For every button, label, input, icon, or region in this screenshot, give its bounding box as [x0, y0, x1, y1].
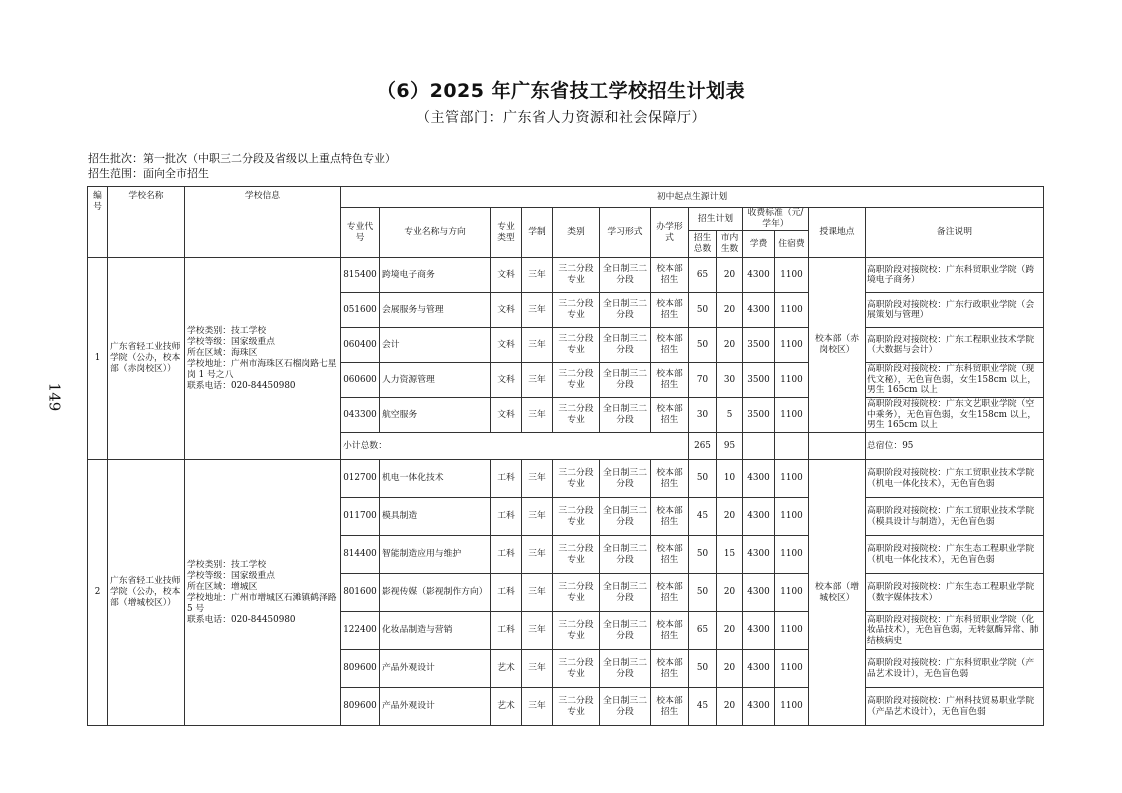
header-major-code: 专业代号: [341, 208, 380, 258]
school-no: 1: [88, 258, 108, 460]
table-row: [88, 258, 1044, 293]
study-form: 全日制三二分段: [600, 293, 651, 328]
run-form: 校本部招生: [651, 460, 689, 498]
major-name: 产品外观设计: [380, 650, 491, 688]
fee-tuition: 4300: [743, 574, 775, 612]
major-type: 文科: [491, 293, 522, 328]
header-major-name: 专业名称与方向: [380, 208, 491, 258]
remark-note: 高职阶段对接院校：广东科贸职业学院（现代文秘），无色盲色弱，女生158cm 以上，男生 165cm 以上: [866, 363, 1044, 398]
fee-dorm: 1100: [775, 498, 809, 536]
major-type: 工科: [491, 536, 522, 574]
run-form: 校本部招生: [651, 612, 689, 650]
major-type: 文科: [491, 363, 522, 398]
major-name: 影视传媒（影视制作方向）: [380, 574, 491, 612]
remark-note: 高职阶段对接院校：广东科贸职业学院（化妆品技术），无色盲色弱，无转氨酶异常、肺结核病史: [866, 612, 1044, 650]
teaching-location: 校本部（赤岗校区）: [809, 258, 866, 433]
quota-total: 50: [689, 460, 717, 498]
school-info: [185, 258, 341, 460]
quota-total: 65: [689, 258, 717, 293]
quota-city: 15: [717, 536, 743, 574]
run-form: 校本部招生: [651, 328, 689, 363]
duration: 三年: [522, 650, 553, 688]
header-quota-city: 市内生数: [717, 231, 743, 258]
fee-dorm: 1100: [775, 328, 809, 363]
category: 三二分段专业: [553, 460, 600, 498]
teaching-location: 校本部（增城校区）: [809, 460, 866, 726]
subtotal-city: 95: [717, 433, 743, 460]
study-form: 全日制三二分段: [600, 688, 651, 726]
duration: 三年: [522, 258, 553, 293]
page-subtitle: （主管部门：广东省人力资源和社会保障厅）: [416, 110, 706, 126]
duration: 三年: [522, 460, 553, 498]
quota-total: 50: [689, 328, 717, 363]
major-code: 122400: [341, 612, 380, 650]
fee-tuition: 4300: [743, 258, 775, 293]
header-category: 类别: [553, 208, 600, 258]
fee-tuition: 4300: [743, 460, 775, 498]
quota-total: 50: [689, 536, 717, 574]
quota-total: 70: [689, 363, 717, 398]
fee-tuition: 4300: [743, 536, 775, 574]
duration: 三年: [522, 363, 553, 398]
fee-tuition: 4300: [743, 688, 775, 726]
table-body: [88, 258, 1044, 726]
subtotal-fee-tuition: [743, 433, 775, 460]
remark-note: 高职阶段对接院校：广东行政职业学院（会展策划与管理）: [866, 293, 1044, 328]
fee-tuition: 3500: [743, 363, 775, 398]
study-form: 全日制三二分段: [600, 258, 651, 293]
run-form: 校本部招生: [651, 688, 689, 726]
major-code: 060400: [341, 328, 380, 363]
fee-dorm: 1100: [775, 398, 809, 433]
subtotal-location: [809, 433, 866, 460]
header-run-form: 办学形式: [651, 208, 689, 258]
header-major-type: 专业类型: [491, 208, 522, 258]
category: 三二分段专业: [553, 328, 600, 363]
quota-city: 20: [717, 688, 743, 726]
major-name: 智能制造应用与维护: [380, 536, 491, 574]
quota-city: 30: [717, 363, 743, 398]
school-info-line: 学校类别：技工学校: [187, 559, 267, 570]
fee-tuition: 4300: [743, 612, 775, 650]
fee-dorm: 1100: [775, 363, 809, 398]
remark-note: 高职阶段对接院校：广东工贸职业技术学院（机电一体化技术），无色盲色弱: [866, 460, 1044, 498]
header-duration: 学制: [522, 208, 553, 258]
school-no: 2: [88, 460, 108, 726]
fee-tuition: 4300: [743, 293, 775, 328]
fee-tuition: 4300: [743, 498, 775, 536]
quota-total: 45: [689, 498, 717, 536]
enrollment-batch: 招生批次：第一批次（中职三二分段及省级以上重点特色专业）: [88, 152, 396, 165]
major-type: 艺术: [491, 688, 522, 726]
study-form: 全日制三二分段: [600, 574, 651, 612]
quota-city: 20: [717, 574, 743, 612]
school-info-line: 学校类别：技工学校: [187, 325, 267, 336]
duration: 三年: [522, 536, 553, 574]
major-name: 会计: [380, 328, 491, 363]
school-info-line: 学校地址：广州市海珠区石榴岗路七星岗 1 号之八: [187, 358, 337, 380]
category: 三二分段专业: [553, 574, 600, 612]
school-info-line: 联系电话：020-84450980: [187, 614, 296, 625]
fee-dorm: 1100: [775, 688, 809, 726]
duration: 三年: [522, 293, 553, 328]
major-name: 机电一体化技术: [380, 460, 491, 498]
header-school-info: 学校信息: [185, 187, 341, 258]
category: 三二分段专业: [553, 650, 600, 688]
major-name: 模具制造: [380, 498, 491, 536]
remark-note: 高职阶段对接院校：广东生态工程职业学院（机电一体化技术），无色盲色弱: [866, 536, 1044, 574]
fee-dorm: 1100: [775, 574, 809, 612]
header-fee-dorm: 住宿费: [775, 231, 809, 258]
quota-city: 20: [717, 612, 743, 650]
page-number: 149: [45, 382, 64, 412]
school-info-line: 所在区域：海珠区: [187, 347, 258, 358]
major-code: 809600: [341, 688, 380, 726]
major-code: 043300: [341, 398, 380, 433]
category: 三二分段专业: [553, 293, 600, 328]
study-form: 全日制三二分段: [600, 612, 651, 650]
quota-city: 20: [717, 293, 743, 328]
run-form: 校本部招生: [651, 293, 689, 328]
major-type: 工科: [491, 574, 522, 612]
fee-dorm: 1100: [775, 460, 809, 498]
subtotal-label: 小计总数：: [341, 433, 689, 460]
major-type: 工科: [491, 612, 522, 650]
remark-note: 高职阶段对接院校：广东科贸职业学院（产品艺术设计），无色盲色弱: [866, 650, 1044, 688]
remark-note: 高职阶段对接院校：广东科贸职业学院（跨境电子商务）: [866, 258, 1044, 293]
quota-city: 20: [717, 650, 743, 688]
school-info-line: 学校等级：国家级重点: [187, 570, 275, 581]
major-name: 会展服务与管理: [380, 293, 491, 328]
header-fee-tuition: 学费: [743, 231, 775, 258]
category: 三二分段专业: [553, 398, 600, 433]
header-quota-group: 招生计划: [689, 208, 743, 231]
major-type: 工科: [491, 498, 522, 536]
fee-dorm: 1100: [775, 258, 809, 293]
quota-city: 5: [717, 398, 743, 433]
study-form: 全日制三二分段: [600, 460, 651, 498]
header-plan-group: 初中起点生源计划: [341, 187, 1044, 208]
category: 三二分段专业: [553, 612, 600, 650]
run-form: 校本部招生: [651, 363, 689, 398]
major-type: 工科: [491, 460, 522, 498]
fee-dorm: 1100: [775, 293, 809, 328]
school-info-line: 联系电话：020-84450980: [187, 380, 296, 391]
major-name: 航空服务: [380, 398, 491, 433]
school-name: 广东省轻工业技师学院（公办，校本部（增城校区））: [108, 460, 185, 726]
quota-total: 50: [689, 650, 717, 688]
major-code: 814400: [341, 536, 380, 574]
duration: 三年: [522, 498, 553, 536]
quota-total: 50: [689, 293, 717, 328]
major-name: 化妆品制造与营销: [380, 612, 491, 650]
study-form: 全日制三二分段: [600, 650, 651, 688]
header-location: 授课地点: [809, 208, 866, 258]
quota-city: 20: [717, 258, 743, 293]
major-type: 艺术: [491, 650, 522, 688]
major-name: 人力资源管理: [380, 363, 491, 398]
quota-city: 10: [717, 460, 743, 498]
subtotal-note: 总宿位：95: [866, 433, 1044, 460]
quota-total: 45: [689, 688, 717, 726]
major-code: 809600: [341, 650, 380, 688]
fee-tuition: 3500: [743, 398, 775, 433]
quota-city: 20: [717, 328, 743, 363]
run-form: 校本部招生: [651, 574, 689, 612]
quota-total: 50: [689, 574, 717, 612]
fee-tuition: 3500: [743, 328, 775, 363]
major-type: 文科: [491, 398, 522, 433]
run-form: 校本部招生: [651, 258, 689, 293]
subtotal-fee-dorm: [775, 433, 809, 460]
category: 三二分段专业: [553, 363, 600, 398]
category: 三二分段专业: [553, 258, 600, 293]
school-name: 广东省轻工业技师学院（公办，校本部（赤岗校区））: [108, 258, 185, 460]
run-form: 校本部招生: [651, 536, 689, 574]
major-name: 产品外观设计: [380, 688, 491, 726]
category: 三二分段专业: [553, 498, 600, 536]
fee-dorm: 1100: [775, 650, 809, 688]
duration: 三年: [522, 574, 553, 612]
major-type: 文科: [491, 258, 522, 293]
category: 三二分段专业: [553, 688, 600, 726]
header-remarks: 备注说明: [866, 208, 1044, 258]
study-form: 全日制三二分段: [600, 363, 651, 398]
major-code: 011700: [341, 498, 380, 536]
major-code: 012700: [341, 460, 380, 498]
fee-dorm: 1100: [775, 536, 809, 574]
major-code: 801600: [341, 574, 380, 612]
major-code: 051600: [341, 293, 380, 328]
run-form: 校本部招生: [651, 650, 689, 688]
school-info: [185, 460, 341, 726]
study-form: 全日制三二分段: [600, 498, 651, 536]
major-code: 815400: [341, 258, 380, 293]
remark-note: 高职阶段对接院校：广州科技贸易职业学院（产品艺术设计），无色盲色弱: [866, 688, 1044, 726]
school-info-line: 学校等级：国家级重点: [187, 336, 275, 347]
remark-note: 高职阶段对接院校：广东文艺职业学院（空中乘务），无色盲色弱，女生158cm 以上，男生 165cm 以上: [866, 398, 1044, 433]
header-study-form: 学习形式: [600, 208, 651, 258]
header-school-name: 学校名称: [108, 187, 185, 258]
quota-total: 65: [689, 612, 717, 650]
header-fee-group: 收费标准（元/学年）: [743, 208, 809, 231]
duration: 三年: [522, 688, 553, 726]
major-name: 跨境电子商务: [380, 258, 491, 293]
subtotal-total: 265: [689, 433, 717, 460]
header-quota-total: 招生总数: [689, 231, 717, 258]
run-form: 校本部招生: [651, 398, 689, 433]
enrollment-plan-table: [87, 186, 1044, 726]
header-no: 编号: [88, 187, 108, 258]
enrollment-scope: 招生范围：面向全市招生: [88, 167, 209, 180]
study-form: 全日制三二分段: [600, 398, 651, 433]
duration: 三年: [522, 328, 553, 363]
fee-tuition: 4300: [743, 650, 775, 688]
page-title: （6）2025 年广东省技工学校招生计划表: [376, 80, 746, 102]
major-type: 文科: [491, 328, 522, 363]
study-form: 全日制三二分段: [600, 328, 651, 363]
remark-note: 高职阶段对接院校：广东工程职业技术学院（大数据与会计）: [866, 328, 1044, 363]
category: 三二分段专业: [553, 536, 600, 574]
duration: 三年: [522, 398, 553, 433]
table-row: [88, 460, 1044, 498]
run-form: 校本部招生: [651, 498, 689, 536]
remark-note: 高职阶段对接院校：广东生态工程职业学院（数字媒体技术）: [866, 574, 1044, 612]
quota-total: 30: [689, 398, 717, 433]
study-form: 全日制三二分段: [600, 536, 651, 574]
duration: 三年: [522, 612, 553, 650]
school-info-line: 所在区域：增城区: [187, 581, 258, 592]
remark-note: 高职阶段对接院校：广东工贸职业技术学院（模具设计与制造），无色盲色弱: [866, 498, 1044, 536]
quota-city: 20: [717, 498, 743, 536]
major-code: 060600: [341, 363, 380, 398]
school-info-line: 学校地址：广州市增城区石滩镇鹤泽路 5 号: [187, 592, 337, 614]
fee-dorm: 1100: [775, 612, 809, 650]
